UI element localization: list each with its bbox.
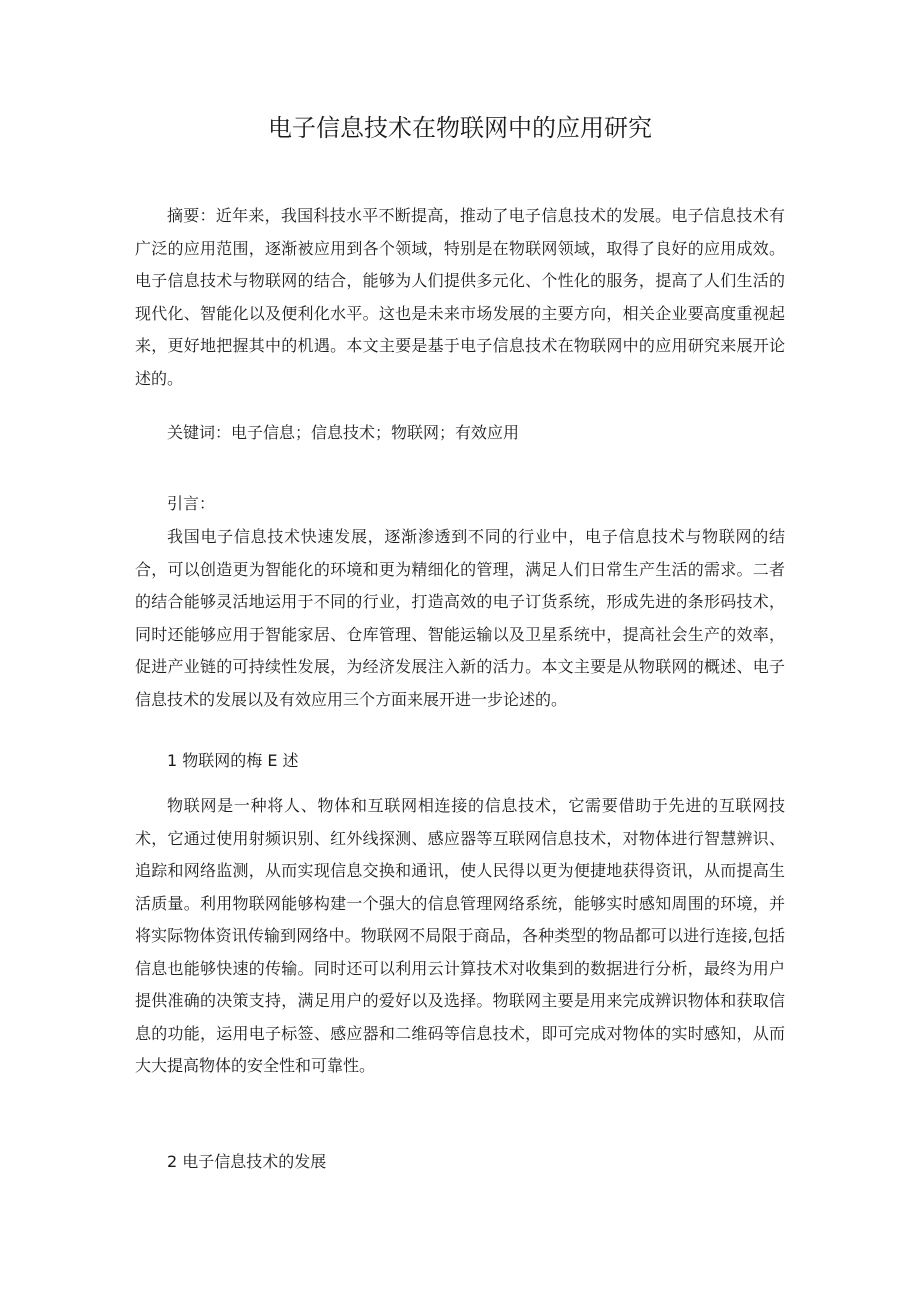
intro-paragraph: 我国电子信息技术快速发展，逐渐渗透到不同的行业中，电子信息技术与物联网的结合，可以创造更为智能化的环境和更为精细化的管理，满足人们日常生产生活的需求。二者的结合能够灵活地运用于不同的行业，打造高效的电子订货系统，形成先进的条形码技术，同时还能够应用于智能家居、仓库管理、智能运输以及卫星系统中，提高社会生产的效率，促进产业链的可持续性发展，为经济发展注入新的活力。本文主要是从物联网的概述、电子信息技术的发展以及有效应用三个方面来展开进一步论述的。 [135, 527, 785, 709]
page-title: 电子信息技术在物联网中的应用研究 [268, 114, 652, 142]
section-1-heading: 1 物联网的梅 E 述 [167, 751, 299, 770]
section-1-paragraph: 物联网是一种将人、物体和互联网相连接的信息技术，它需要借助于先进的互联网技术，它通过使用射频识别、红外线探测、感应器等互联网信息技术，对物体进行智慧辨识、追踪和网络监测，从而实现信息交换和通讯，使人民得以更为便捷地获得资讯，从而提高生活质量。利用物联网能够构建一个强大的信息管理网络系统，能够实时感知周围的环境，并将实际物体资讯传输到网络中。物联网不局限于商品，各种类型的物品都可以进行连接,包括信息也能够快速的传输。同时还可以利用云计算技术对收集到的数据进行分析，最终为用户提供准确的决策支持，满足用户的爱好以及选择。物联网主要是用来完成辨识物体和获取信息的功能，运用电子标签、感应器和二维码等信息技术，即可完成对物体的实时感知，从而大大提高物体的安全性和可靠性。 [135, 796, 785, 1075]
intro-label: 引言： [167, 494, 216, 513]
keywords-line: 关键词：电子信息；信息技术；物联网；有效应用 [167, 423, 520, 442]
section-2-heading: 2 电子信息技术的发展 [167, 1152, 327, 1171]
abstract-paragraph: 摘要：近年来，我国科技水平不断提高，推动了电子信息技术的发展。电子信息技术有广泛的应用范围，逐渐被应用到各个领域，特别是在物联网领域，取得了良好的应用成效。电子信息技术与物联网的结合，能够为人们提供多元化、个性化的服务，提高了人们生活的现代化、智能化以及便利化水平。这也是未来市场发展的主要方向，相关企业要高度重视起来，更好地把握其中的机遇。本文主要是基于电子信息技术在物联网中的应用研究来展开论述的。 [135, 206, 785, 388]
